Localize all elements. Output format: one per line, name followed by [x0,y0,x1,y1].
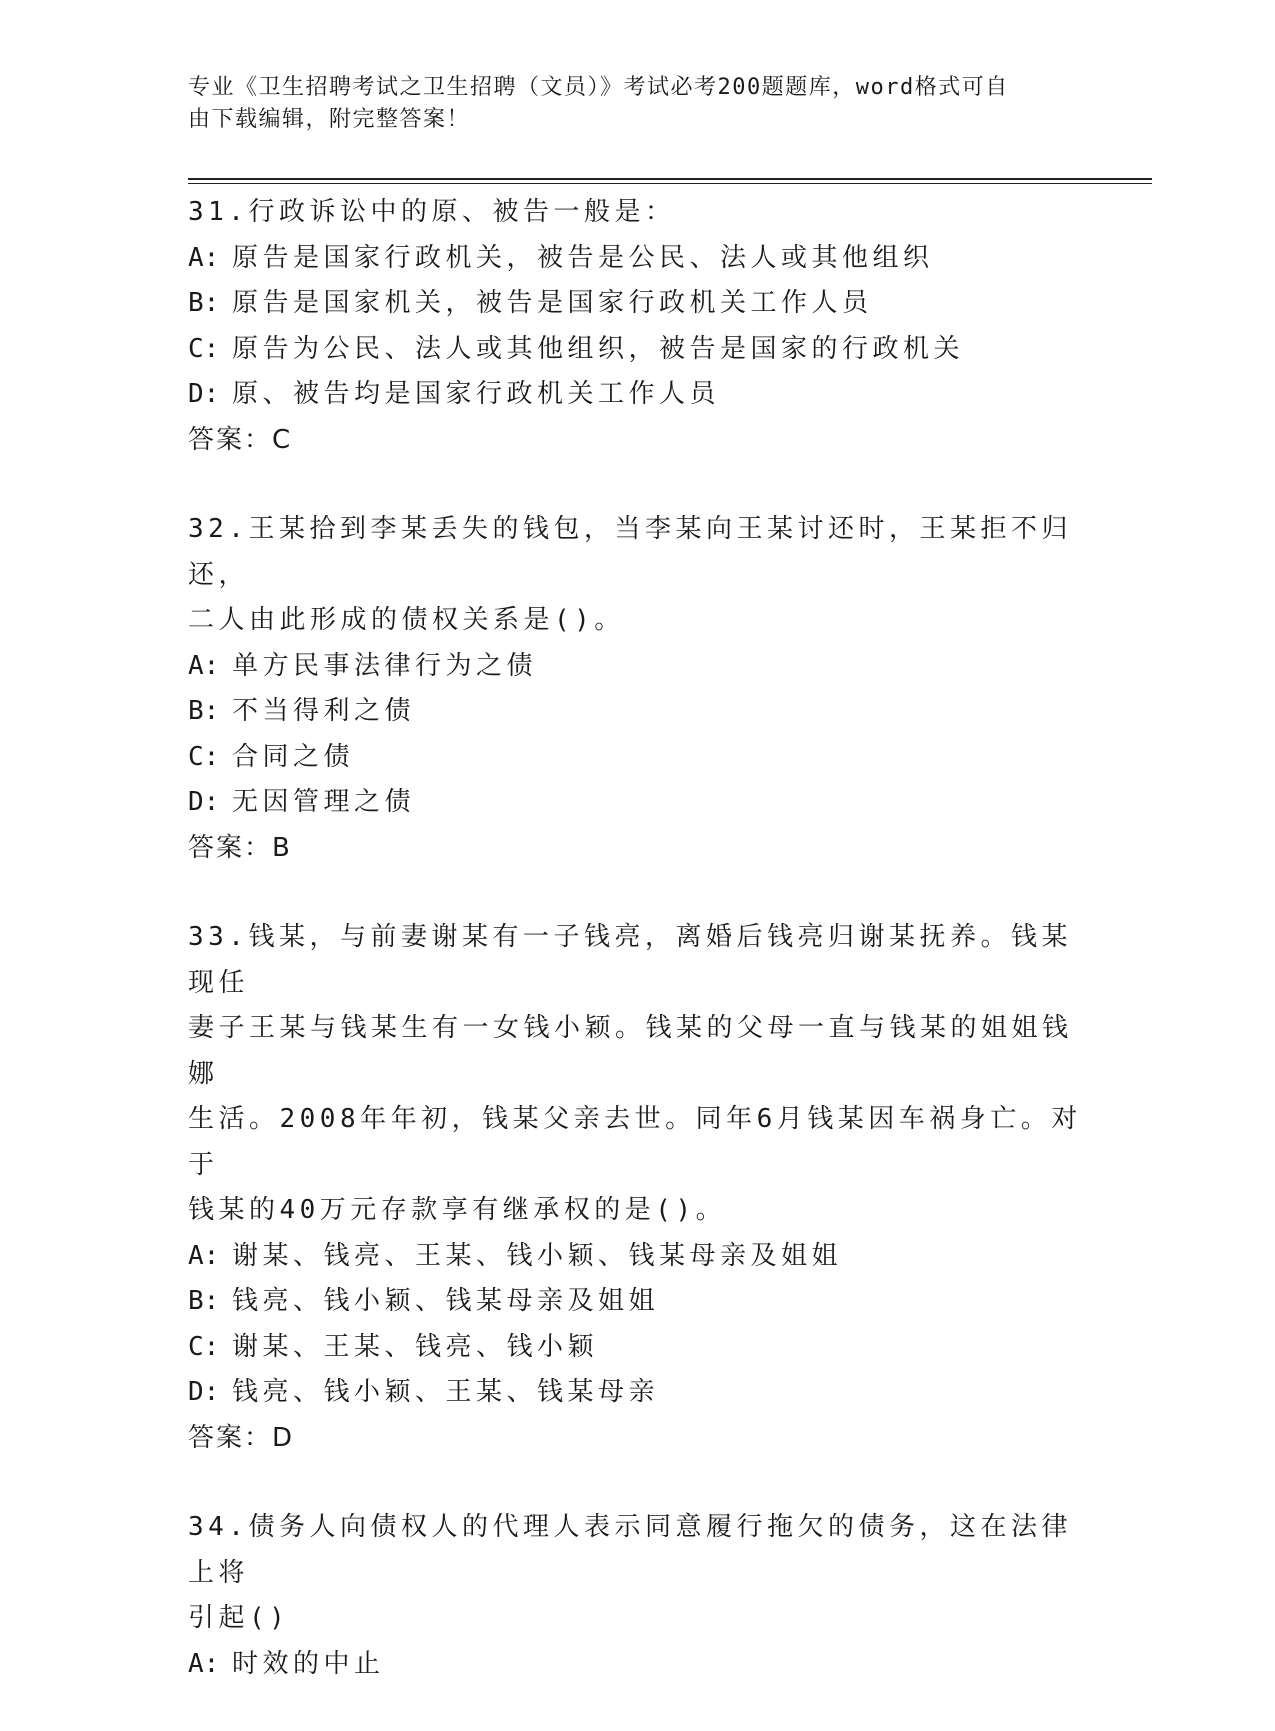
option-item [188,1325,1088,1371]
header-line-1: 专业《卫生招聘考试之卫生招聘（文员）》考试必考200题题库，word格式可自 [188,75,1009,100]
answer-line: 答案：B [188,832,292,863]
option-letter: C: [188,333,220,364]
question-stem-line: 引起() [188,1603,290,1633]
question-stem-line: 32.王某拾到李某丢失的钱包，当李某向王某讨还时，王某拒不归还， [188,514,1072,590]
question-list [188,190,1088,1731]
option-letter: D: [188,787,220,817]
header-rule-thick [188,178,1152,180]
header-rule-thin [188,183,1152,184]
option-text: 钱亮、钱小颖、钱某母亲及姐姐 [232,1286,660,1316]
option-letter: A: [188,1240,220,1271]
option-item [188,1370,1088,1416]
option-item [188,689,1088,735]
question-block [188,507,1088,871]
option-letter: B: [188,696,220,726]
question-block [188,190,1088,463]
option-item [188,735,1088,781]
option-text: 时效的中止 [232,1648,385,1679]
answer-line: 答案：D [188,1422,295,1453]
option-letter: A: [188,650,220,681]
option-text: 单方民事法律行为之债 [232,650,538,681]
option-letter: D: [188,379,220,409]
header-line-2: 由下载编辑，附完整答案！ [188,107,471,132]
option-text: 原、被告均是国家行政机关工作人员 [232,379,721,409]
option-item [188,1279,1088,1325]
document-header [188,72,1068,136]
option-letter: B: [188,288,220,318]
option-item [188,1234,1088,1280]
option-text: 原告是国家行政机关，被告是公民、法人或其他组织 [232,242,934,273]
answer-line: 答案：C [188,424,293,455]
question-block [188,1505,1088,1687]
question-stem-line: 34.债务人向债权人的代理人表示同意履行拖欠的债务，这在法律上将 [188,1512,1072,1588]
question-stem-line: 二人由此形成的债权关系是()。 [188,605,625,635]
option-item [188,644,1088,690]
option-text: 不当得利之债 [232,696,416,726]
question-stem-line: 生活。2008年年初，钱某父亲去世。同年6月钱某因车祸身亡。对于 [188,1104,1082,1180]
option-letter: C: [188,1331,220,1362]
option-letter: C: [188,741,220,772]
option-item [188,327,1088,373]
option-text: 原告是国家机关，被告是国家行政机关工作人员 [232,288,873,318]
option-letter: B: [188,1286,220,1316]
question-stem-line: 妻子王某与钱某生有一女钱小颖。钱某的父母一直与钱某的姐姐钱娜 [188,1013,1073,1089]
option-letter: A: [188,242,220,273]
option-item [188,236,1088,282]
option-text: 谢某、钱亮、王某、钱小颖、钱某母亲及姐姐 [232,1240,843,1271]
option-text: 无因管理之债 [232,787,416,817]
option-text: 原告为公民、法人或其他组织，被告是国家的行政机关 [232,333,965,364]
question-stem-line: 钱某的40万元存款享有继承权的是()。 [188,1195,727,1225]
option-letter: A: [188,1648,220,1679]
option-item [188,281,1088,327]
option-item [188,780,1088,826]
option-item [188,372,1088,418]
question-stem-line: 33.钱某，与前妻谢某有一子钱亮，离婚后钱亮归谢某抚养。钱某现任 [188,922,1072,998]
question-block [188,915,1088,1461]
question-stem-line: 31.行政诉讼中的原、被告一般是： [188,197,676,227]
option-text: 谢某、王某、钱亮、钱小颖 [232,1331,599,1362]
option-text: 钱亮、钱小颖、王某、钱某母亲 [232,1377,660,1407]
option-letter: D: [188,1377,220,1407]
option-item [188,1642,1088,1688]
option-text: 合同之债 [232,741,355,772]
